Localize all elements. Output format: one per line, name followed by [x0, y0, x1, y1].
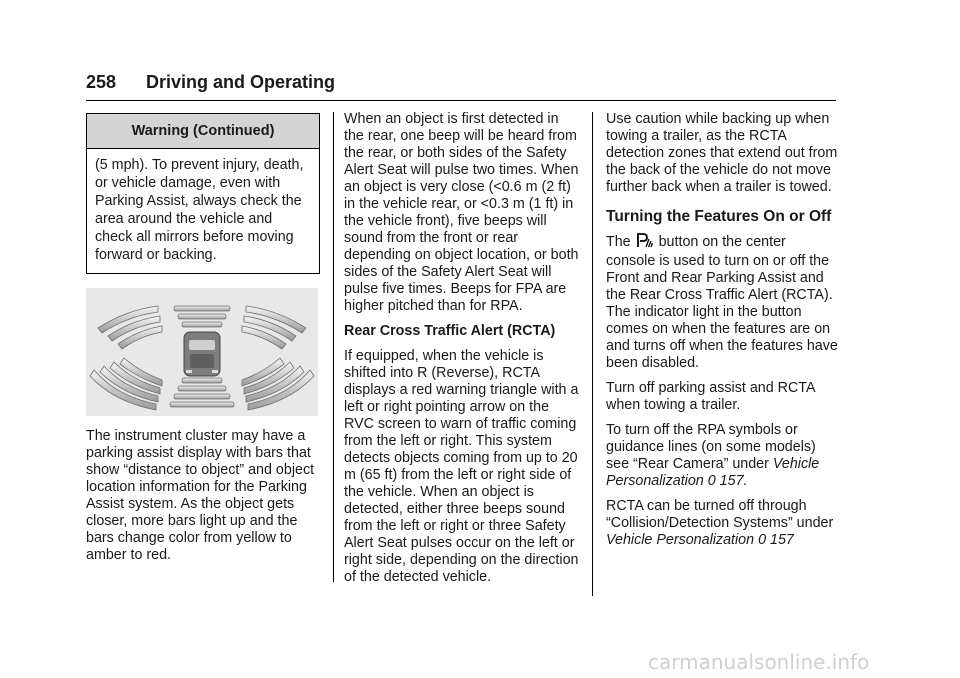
parking-assist-illustration — [86, 288, 318, 416]
warning-body: (5 mph). To prevent injury, death, or vehicle damage, even with Parking Assist, always check the area around the vehicle and check all mirrors before moving forward or backing. — [95, 157, 304, 263]
section-title: Driving and Operating — [146, 72, 336, 92]
page-number: 258 — [86, 72, 117, 92]
towing-turn-off-paragraph: Turn off parking assist and RCTA when towing a trailer. — [606, 380, 815, 413]
rcta-turn-off-text: RCTA can be turned off through “Collision/Detection Systems” under — [606, 498, 834, 531]
warning-title: Warning (Continued) — [87, 114, 319, 149]
vehicle-personalization-link[interactable]: Vehicle Personalization — [606, 532, 755, 548]
rpa-symbols-paragraph — [606, 422, 838, 490]
column-2 — [344, 111, 580, 594]
column-3 — [606, 111, 838, 557]
watermark: carmanualsonline.info — [648, 650, 870, 674]
rcta-turn-off-paragraph — [606, 498, 838, 549]
towing-caution-paragraph: Use caution while backing up when towing a trailer, as the RCTA detection zones that extend out from the back of the vehicle do not move further back when a trailer is towed. — [606, 111, 838, 195]
features-text-post: button on the center console is used to turn on or off the Front and Rear Parking Assist and the Rear Cross Traffic Alert (RCTA). The indicator light in the button comes on when the features are on and turns off when the features have been disabled. — [606, 234, 838, 371]
rcta-paragraph: If equipped, when the vehicle is shifted into R (Reverse), RCTA displays a red warning triangle with a left or right pointing arrow on the RVC screen to warn of traffic coming from the left or right. This system detects objects coming from up to 20 m (65 ft) from the left or right side of the vehicle. When an object is detected, either three beeps sound from the left or right or three Safety Alert Seat pulses occur on the left or right side, depending on the direction of the detected vehicle. — [344, 348, 579, 585]
column-divider-1 — [333, 112, 334, 582]
column-1 — [86, 113, 320, 563]
warning-box — [86, 113, 320, 274]
rpa-symbols-text: To turn off the RPA symbols or guidance lines (on some models) see “Rear Camera” under — [606, 422, 816, 472]
vehicle-personalization-link[interactable]: Vehicle Personalization — [606, 456, 820, 489]
page-reference: 0 157. — [707, 473, 748, 489]
parking-assist-button-icon — [637, 233, 653, 253]
column-divider-2 — [592, 112, 593, 596]
instrument-cluster-paragraph: The instrument cluster may have a parking assist display with bars that show “distance to object” and object location information for the Parking Assist system. As the object gets closer, more bars light up and the bars change color from yellow to amber to red. — [86, 428, 315, 563]
vehicle-icon — [184, 332, 220, 376]
object-detection-paragraph: When an object is first detected in the rear, one beep will be heard from the rear, or both sides of the Safety Alert Seat will pulse two times. When an object is very close (<0.6 m (2 ft) in the vehicle rear, or <0.3 m (1 ft) in the vehicle front), five beeps will sound from the front or rear depending on object location, or both sides of the Safety Alert Seat will pulse five times. Beeps for FPA are higher pitched than for RPA. — [344, 111, 579, 314]
page-reference: 0 157 — [758, 532, 794, 548]
page-header — [86, 70, 836, 101]
turning-features-heading: Turning the Features On or Off — [606, 208, 832, 225]
rcta-heading: Rear Cross Traffic Alert (RCTA) — [344, 323, 556, 339]
parking-assist-display-graphic — [86, 288, 318, 416]
features-text-pre: The — [606, 234, 631, 250]
features-button-paragraph — [606, 233, 838, 372]
